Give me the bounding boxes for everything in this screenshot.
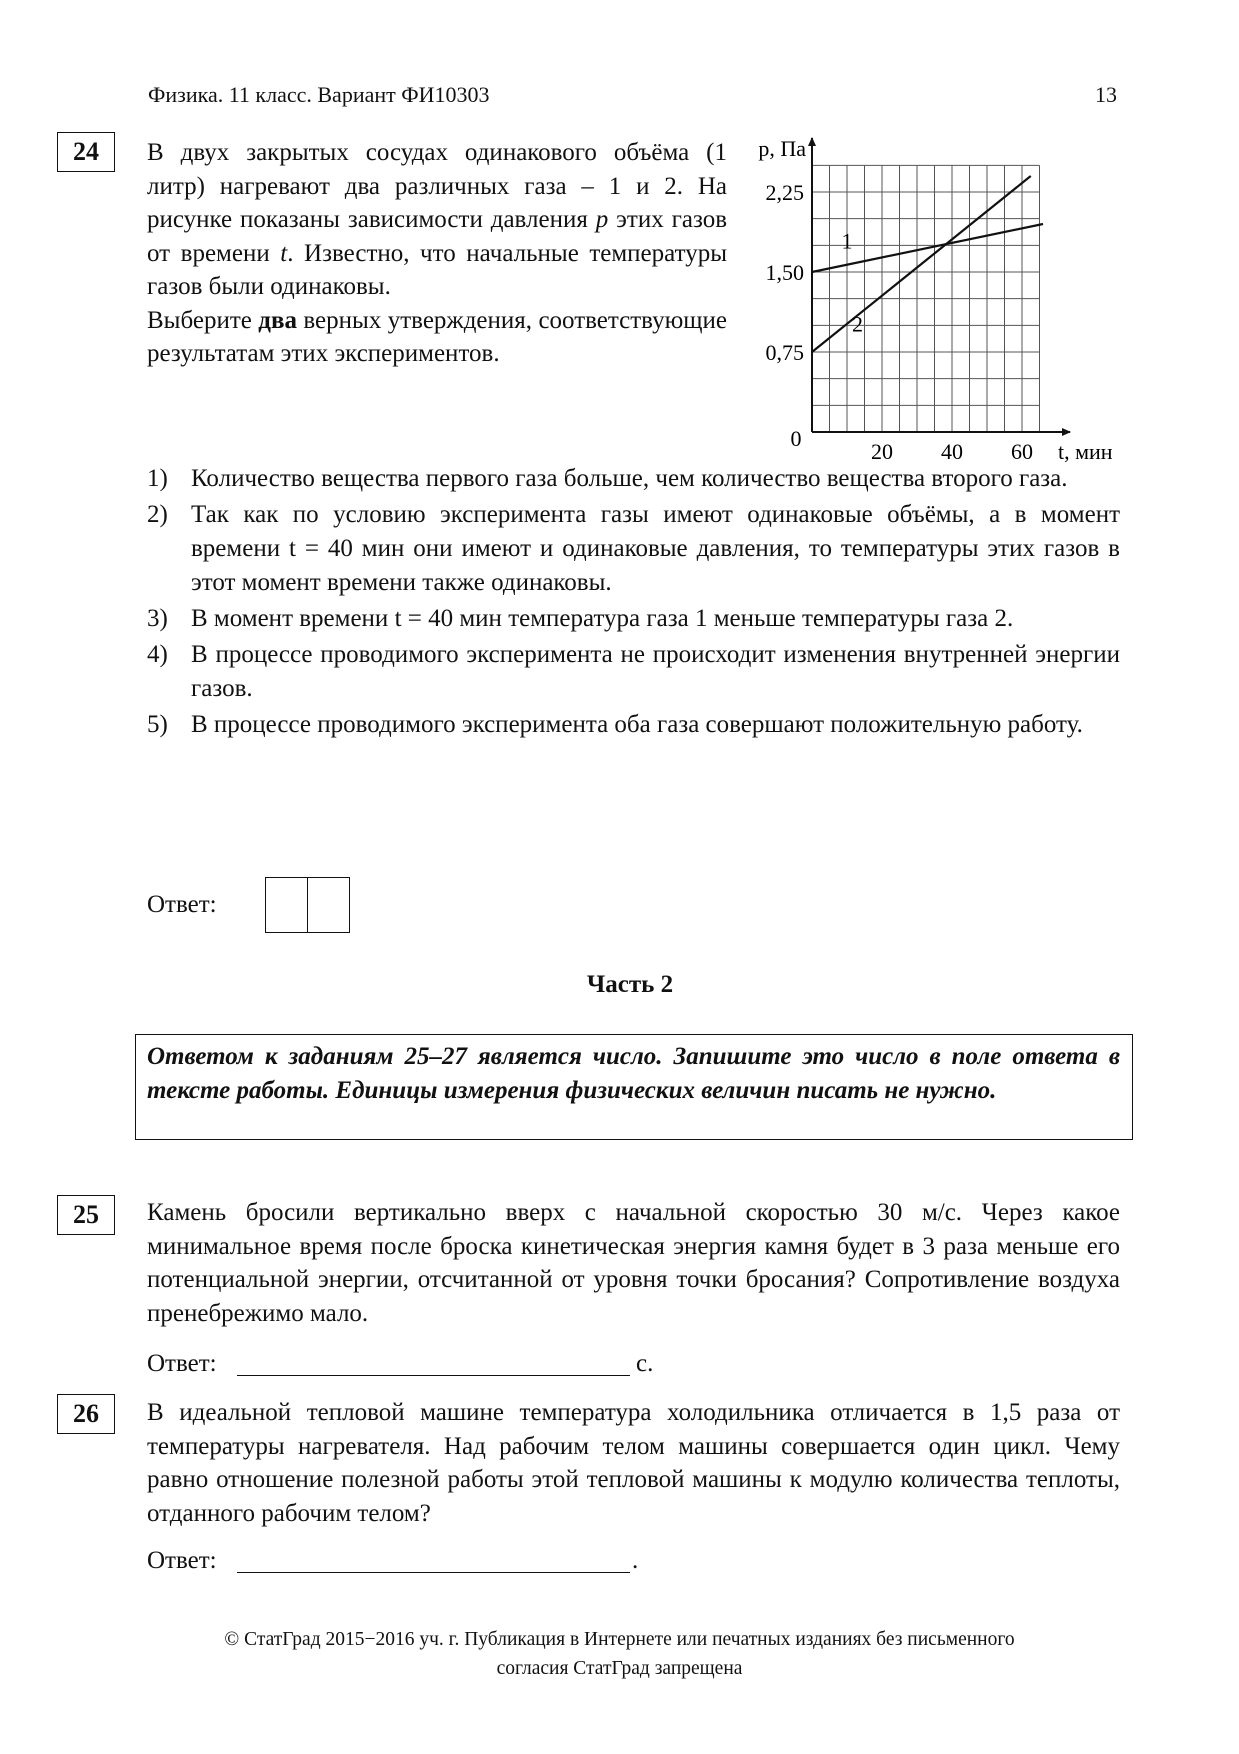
- origin-label: 0: [790, 426, 802, 451]
- page-number: 13: [1095, 82, 1117, 107]
- x-tick-label: 60: [1011, 439, 1033, 464]
- y-tick-label: 0,75: [765, 340, 804, 365]
- task-26-answer-unit: .: [632, 1547, 639, 1574]
- task-26-text: В идеальной тепловой машине температура холодильника отличается в 1,5 раза от температуры нагревателя. Над рабочим телом машины совершается один цикл. Чему равно отношение полезной работы этой тепловой машины к модулю количества теплоты, отданного рабочим телом?: [147, 1399, 1120, 1527]
- task-26-answer-label: Ответ:: [147, 1547, 217, 1574]
- task-25-answer-label: Ответ:: [147, 1350, 217, 1377]
- series-label-1: 1: [841, 228, 853, 254]
- footer-line-1: © СтатГрад 2015−2016 уч. г. Публикация в Интернете или печатных изданиях без письменного: [224, 1629, 1015, 1650]
- x-tick-label: 20: [871, 439, 893, 464]
- task-24-text: В двух закрытых сосудах одинакового объёма (1 литр) нагревают два различных газа – 1 и 2. На рисунке показаны зависимости давления p этих газов от времени t. Известно, что начальные температуры газов были одинаковы. Выберите два верных утверждения, соответствующие результатам этих экспериментов.: [147, 139, 727, 367]
- option-1: 1) Количество вещества первого газа больше, чем количество вещества второго газа.: [147, 465, 1068, 492]
- task-24-answer-label: Ответ:: [147, 891, 217, 918]
- series-label-2: 2: [852, 311, 863, 337]
- copyright-footer: [0, 1625, 1239, 1683]
- task-24-number: 24: [57, 132, 115, 172]
- task-25-text: Камень бросили вертикально вверх с начальной скоростью 30 м/с. Через какое минимальное время после броска кинетическая энергия камня будет в 3 раза меньше его потенциальной энергии, отсчитанной от уровня точки бросания? Сопротивление воздуха пренебрежимо мало.: [147, 1199, 1120, 1327]
- option-2: 2) Так как по условию эксперимента газы имеют одинаковые объёмы, а в момент времени t = 40 мин они имеют и одинаковые давления, то температуры этих газов в этот момент времени также одинаковы.: [147, 501, 1120, 596]
- part-2-heading: Часть 2: [586, 971, 674, 998]
- x-axis-title: t, мин: [1058, 439, 1113, 464]
- task-24-options: [147, 462, 1120, 744]
- task-24-answer-cell-2[interactable]: [307, 877, 350, 933]
- task-24-answer-cell-1[interactable]: [265, 877, 308, 933]
- option-5: 5) В процессе проводимого эксперимента оба газа совершают положительную работу.: [147, 711, 1083, 738]
- task-26-answer-field[interactable]: [237, 1572, 630, 1573]
- task-25-answer-unit: с.: [636, 1350, 654, 1377]
- task-25-answer-field[interactable]: [237, 1375, 630, 1376]
- pressure-time-chart: [740, 128, 1132, 464]
- footer-line-2: согласия СтатГрад запрещена: [496, 1658, 743, 1679]
- y-axis-title: p, Па: [758, 136, 806, 161]
- page-header-title: Физика. 11 класс. Вариант ФИ10303: [148, 82, 490, 107]
- option-4: 4) В процессе проводимого эксперимента не происходит изменения внутренней энергии газов.: [147, 641, 1120, 702]
- task-25-number: 25: [57, 1195, 115, 1235]
- option-3: 3) В момент времени t = 40 мин температура газа 1 меньше температуры газа 2.: [147, 605, 1014, 632]
- task-26-number: 26: [57, 1394, 115, 1434]
- y-tick-label: 2,25: [765, 180, 804, 205]
- x-tick-label: 40: [941, 439, 963, 464]
- chart-grid: [812, 165, 1040, 432]
- chart-axes: [812, 138, 1070, 432]
- instruction-text: Ответом к заданиям 25–27 является число. Запишите это число в поле ответа в тексте работы. Единицы измерения физических величин писать не нужно.: [147, 1043, 1120, 1104]
- y-tick-label: 1,50: [765, 260, 804, 285]
